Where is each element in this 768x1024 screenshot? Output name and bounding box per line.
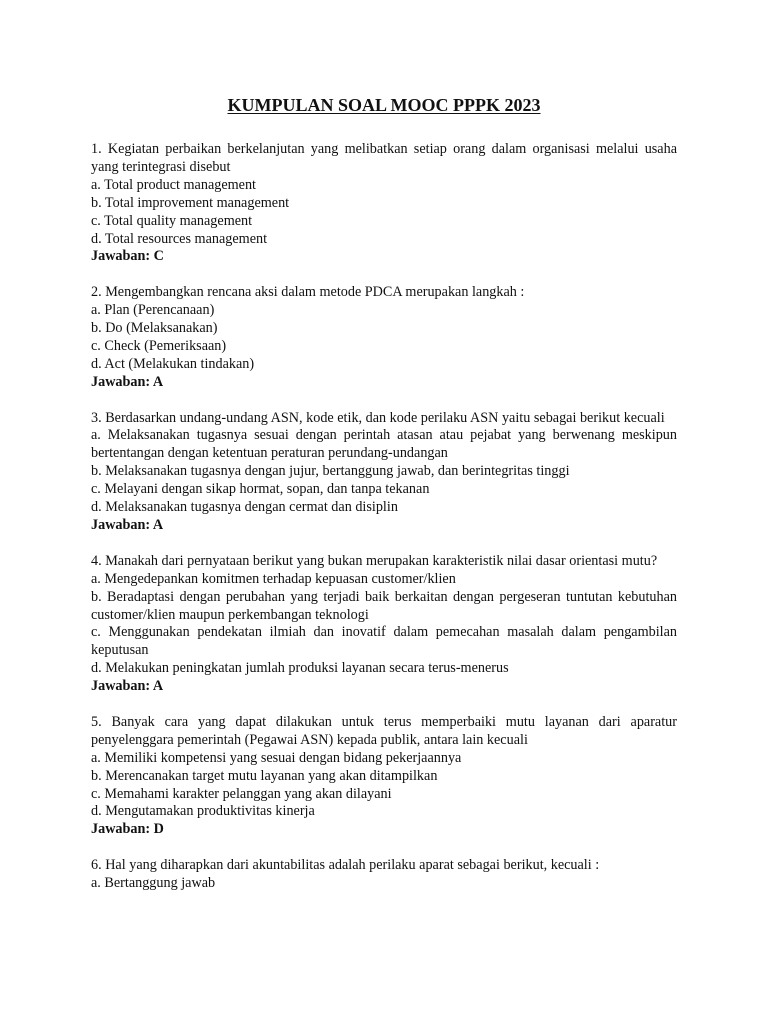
option-a: a. Melaksanakan tugasnya sesuai dengan perintah atasan atau pejabat yang berwenang meskipun bertentangan dengan ketentuan peraturan perundang-undangan [91, 427, 677, 462]
document-page [91, 94, 677, 911]
option-b: b. Melaksanakan tugasnya dengan jujur, bertanggung jawab, dan berintegritas tinggi [91, 463, 570, 480]
question-5 [91, 714, 677, 839]
question-1 [91, 141, 677, 266]
option-a: a. Mengedepankan komitmen terhadap kepuasan customer/klien [91, 570, 456, 587]
question-3 [91, 410, 677, 535]
option-c: c. Menggunakan pendekatan ilmiah dan inovatif dalam pemecahan masalah dalam pengambilan keputusan [91, 624, 677, 659]
question-stem: 5. Banyak cara yang dapat dilakukan untuk terus memperbaiki mutu layanan dari aparatur penyelenggara pemerintah (Pegawai ASN) kepada publik, antara lain kecuali [91, 713, 677, 748]
option-b: b. Total improvement management [91, 194, 290, 211]
option-a: a. Total product management [91, 176, 256, 193]
option-d: d. Melakukan peningkatan jumlah produksi layanan secara terus-menerus [91, 660, 509, 677]
option-b: b. Do (Melaksanakan) [91, 320, 218, 337]
answer-key: Jawaban: D [91, 821, 164, 838]
question-stem: 2. Mengembangkan rencana aksi dalam metode PDCA merupakan langkah : [91, 284, 525, 301]
question-2 [91, 284, 677, 391]
option-b: b. Beradaptasi dengan perubahan yang terjadi baik berkaitan dengan pergeseran tuntutan kebutuhan customer/klien maupun perkembangan teknologi [91, 588, 677, 623]
option-d: d. Mengutamakan produktivitas kinerja [91, 803, 315, 820]
option-a: a. Bertanggung jawab [91, 875, 216, 892]
option-b: b. Merencanakan target mutu layanan yang akan ditampilkan [91, 767, 438, 784]
option-d: d. Act (Melakukan tindakan) [91, 355, 255, 372]
answer-key: Jawaban: A [91, 373, 164, 390]
option-c: c. Memahami karakter pelanggan yang akan dilayani [91, 785, 392, 802]
option-c: c. Total quality management [91, 212, 253, 229]
answer-key: Jawaban: A [91, 678, 164, 695]
question-stem: 4. Manakah dari pernyataan berikut yang bukan merupakan karakteristik nilai dasar orientasi mutu? [91, 552, 658, 569]
document-title: KUMPULAN SOAL MOOC PPPK 2023 [227, 95, 541, 115]
question-stem: 6. Hal yang diharapkan dari akuntabilitas adalah perilaku aparat sebagai berikut, kecuali : [91, 857, 600, 874]
answer-key: Jawaban: C [91, 248, 164, 265]
option-c: c. Check (Pemeriksaan) [91, 337, 227, 354]
option-d: d. Melaksanakan tugasnya dengan cermat dan disiplin [91, 499, 398, 516]
option-c: c. Melayani dengan sikap hormat, sopan, dan tanpa tekanan [91, 481, 430, 498]
question-stem: 1. Kegiatan perbaikan berkelanjutan yang melibatkan setiap orang dalam organisasi melalui usaha yang terintegrasi disebut [91, 141, 677, 175]
option-a: a. Plan (Perencanaan) [91, 302, 215, 319]
option-d: d. Total resources management [91, 230, 268, 247]
question-6 [91, 857, 677, 893]
question-stem: 3. Berdasarkan undang-undang ASN, kode etik, dan kode perilaku ASN yaitu sebagai berikut kecuali [91, 409, 665, 426]
answer-key: Jawaban: A [91, 517, 164, 533]
option-a: a. Memiliki kompetensi yang sesuai dengan bidang pekerjaannya [91, 749, 462, 766]
question-4 [91, 553, 677, 696]
